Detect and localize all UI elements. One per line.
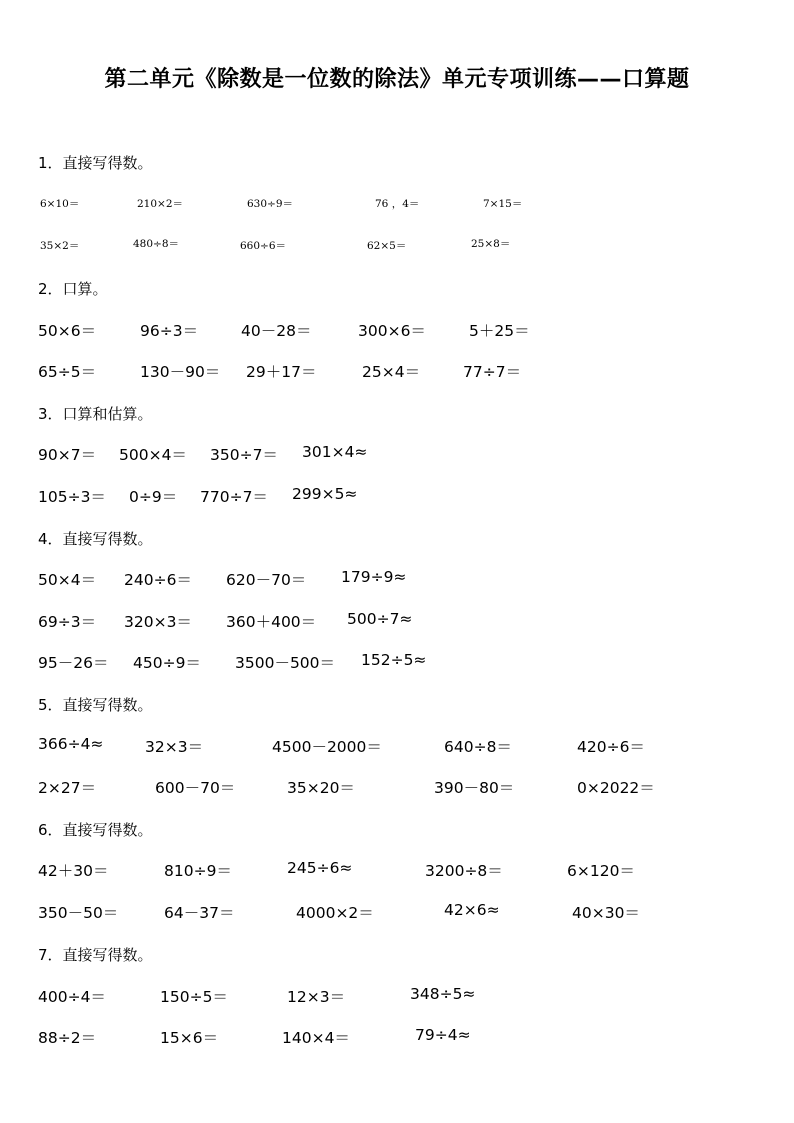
problem: 350－50＝ (38, 904, 119, 922)
page-title: 第二单元《除数是一位数的除法》单元专项训练——口算题 (104, 67, 690, 92)
problem: 35×20＝ (287, 779, 355, 797)
problem: 25×8＝ (471, 238, 511, 250)
problem: 130－90＝ (140, 363, 221, 381)
problem: 600－70＝ (155, 779, 236, 797)
problem: 301×4≈ (302, 443, 368, 461)
problem: 65÷5＝ (38, 363, 97, 381)
problem: 152÷5≈ (361, 651, 427, 669)
problem: 50×6＝ (38, 322, 97, 340)
question-1-heading: 1．直接写得数。 (38, 154, 153, 172)
problem: 0÷9＝ (129, 488, 178, 506)
problem: 12×3＝ (287, 988, 346, 1006)
problem: 6×120＝ (567, 862, 635, 880)
problem: 500×4＝ (119, 446, 187, 464)
problem: 640÷8＝ (444, 738, 512, 756)
question-2-heading: 2．口算。 (38, 280, 108, 298)
problem: 210×2＝ (137, 198, 184, 210)
problem: 42＋30＝ (38, 862, 109, 880)
problem: 2×27＝ (38, 779, 97, 797)
problem: 62×5＝ (367, 240, 407, 252)
question-6-heading: 6．直接写得数。 (38, 821, 153, 839)
problem: 105÷3＝ (38, 488, 106, 506)
problem: 390－80＝ (434, 779, 515, 797)
problem: 450÷9＝ (133, 654, 201, 672)
problem: 7×15＝ (483, 198, 523, 210)
problem: 660÷6＝ (240, 240, 287, 252)
problem: 77÷7＝ (463, 363, 522, 381)
problem: 810÷9＝ (164, 862, 232, 880)
problem: 79÷4≈ (415, 1026, 471, 1044)
question-7-heading: 7．直接写得数。 (38, 946, 153, 964)
question-4-heading: 4．直接写得数。 (38, 530, 153, 548)
problem: 35×2＝ (40, 240, 80, 252)
problem: 620－70＝ (226, 571, 307, 589)
question-3-heading: 3．口算和估算。 (38, 405, 153, 423)
problem: 240÷6＝ (124, 571, 192, 589)
problem: 300×6＝ (358, 322, 426, 340)
problem: 400÷4＝ (38, 988, 106, 1006)
problem: 299×5≈ (292, 485, 358, 503)
problem: 6×10＝ (40, 198, 80, 210)
problem: 245÷6≈ (287, 859, 353, 877)
problem: 0×2022＝ (577, 779, 655, 797)
problem: 4000×2＝ (296, 904, 374, 922)
problem: 96÷3＝ (140, 322, 199, 340)
problem: 95－26＝ (38, 654, 109, 672)
problem: 360＋400＝ (226, 613, 317, 631)
problem: 50×4＝ (38, 571, 97, 589)
problem: 25×4＝ (362, 363, 421, 381)
problem: 29＋17＝ (246, 363, 317, 381)
problem: 179÷9≈ (341, 568, 407, 586)
problem: 5＋25＝ (469, 322, 530, 340)
problem: 15×6＝ (160, 1029, 219, 1047)
problem: 420÷6＝ (577, 738, 645, 756)
question-5-heading: 5．直接写得数。 (38, 696, 153, 714)
problem: 40×30＝ (572, 904, 640, 922)
problem: 69÷3＝ (38, 613, 97, 631)
problem: 76 ，4＝ (375, 198, 420, 210)
problem: 40－28＝ (241, 322, 312, 340)
problem: 348÷5≈ (410, 985, 476, 1003)
problem: 42×6≈ (444, 901, 500, 919)
problem: 3200÷8＝ (425, 862, 503, 880)
problem: 350÷7＝ (210, 446, 278, 464)
problem: 90×7＝ (38, 446, 97, 464)
problem: 140×4＝ (282, 1029, 350, 1047)
problem: 150÷5＝ (160, 988, 228, 1006)
problem: 4500－2000＝ (272, 738, 382, 756)
problem: 770÷7＝ (200, 488, 268, 506)
problem: 480÷8＝ (133, 238, 180, 250)
problem: 3500－500＝ (235, 654, 336, 672)
problem: 500÷7≈ (347, 610, 413, 628)
problem: 64－37＝ (164, 904, 235, 922)
problem: 320×3＝ (124, 613, 192, 631)
problem: 88÷2＝ (38, 1029, 97, 1047)
problem: 32×3＝ (145, 738, 204, 756)
problem: 630÷9＝ (247, 198, 294, 210)
problem: 366÷4≈ (38, 735, 104, 753)
